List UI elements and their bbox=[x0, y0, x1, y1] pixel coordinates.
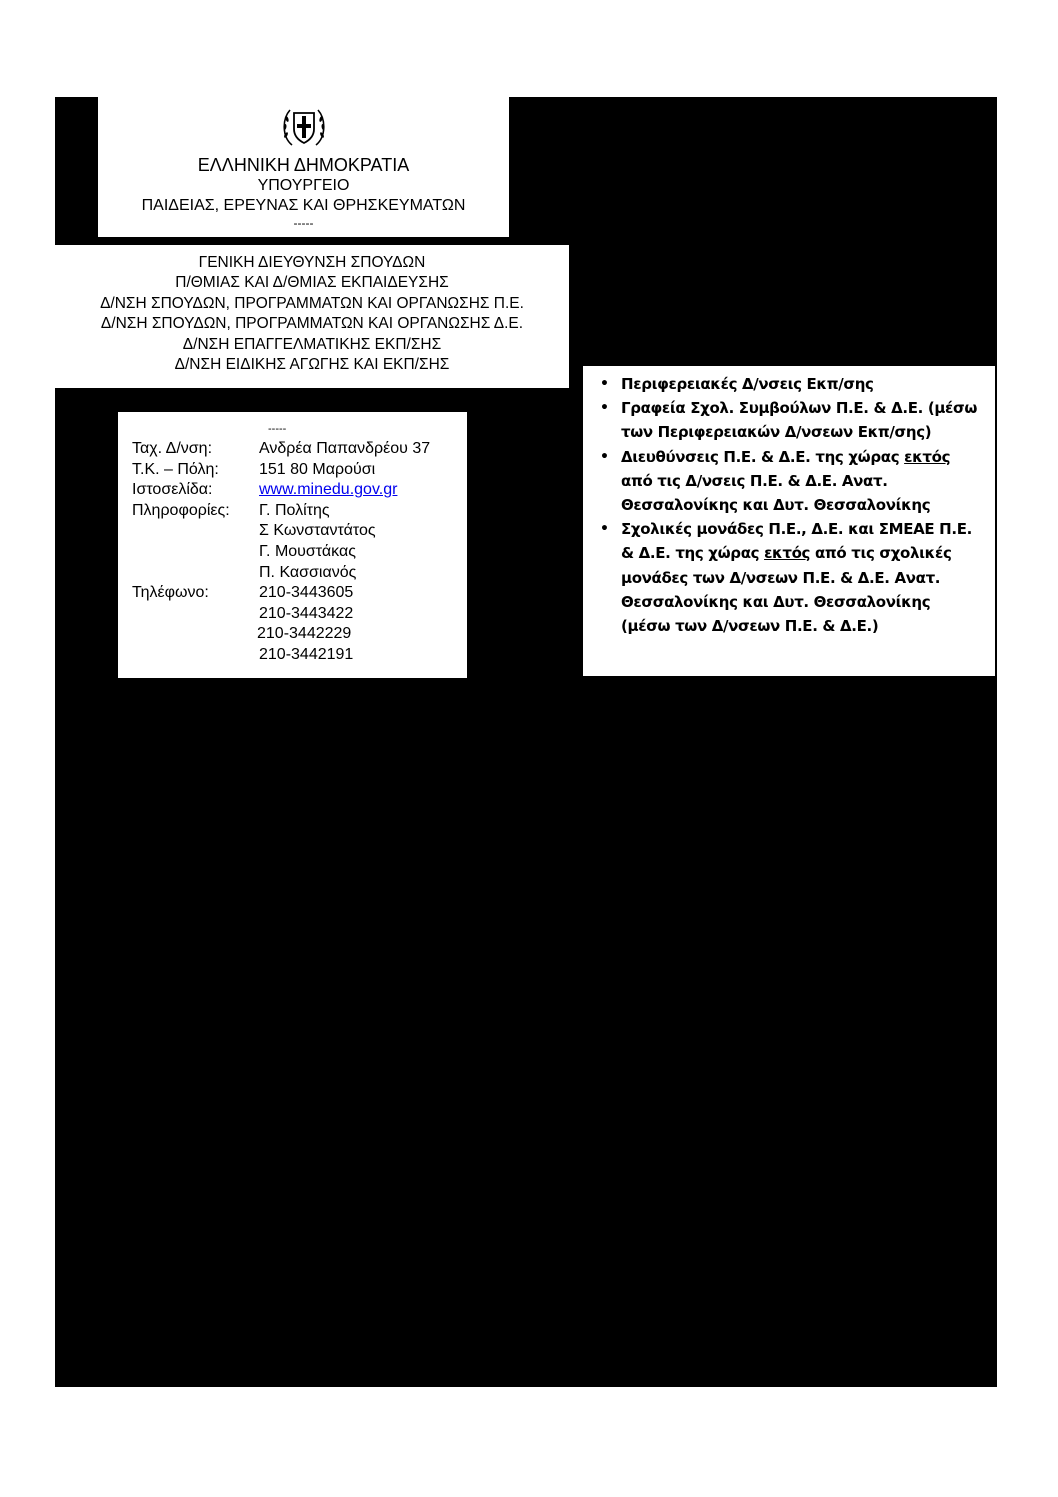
phone-label: Τηλέφωνο: bbox=[132, 584, 209, 602]
info-row bbox=[132, 542, 467, 563]
recipient-item bbox=[597, 445, 983, 518]
recipient-text-tail: από τις Δ/νσεις Π.Ε. & Δ.Ε. Ανατ. Θεσσαλονίκης και Δυτ. Θεσσαλονίκης bbox=[621, 471, 931, 515]
info-person: Γ. Πολίτης bbox=[259, 501, 330, 519]
letterhead-panel bbox=[98, 97, 509, 237]
website-label: Ιστοσελίδα: bbox=[132, 481, 213, 499]
info-person: Σ Κωνσταντάτος bbox=[259, 522, 376, 540]
header-separator: ----- bbox=[293, 216, 314, 230]
bullet-icon: • bbox=[600, 521, 609, 538]
recipient-text: Γραφεία Σχολ. Συμβούλων Π.Ε. & Δ.Ε. (μέσω των Περιφερειακών Δ/νσεων Εκπ/σης) bbox=[621, 399, 978, 442]
phone-number: 210-3442191 bbox=[259, 645, 354, 663]
info-person: Π. Κασσιανός bbox=[259, 563, 357, 581]
directorate-line: Δ/ΝΣΗ ΣΠΟΥΔΩΝ, ΠΡΟΓΡΑΜΜΑΤΩΝ ΚΑΙ ΟΡΓΑΝΩΣΗΣ Δ.Ε. bbox=[100, 315, 524, 333]
phone-number: 210-3443605 bbox=[259, 584, 354, 602]
recipient-emphasis: εκτός bbox=[764, 544, 811, 563]
phone-number: 210-3443422 bbox=[259, 604, 354, 622]
directorate-line: Δ/ΝΣΗ ΣΠΟΥΔΩΝ, ΠΡΟΓΡΑΜΜΑΤΩΝ ΚΑΙ ΟΡΓΑΝΩΣΗΣ Π.Ε. bbox=[100, 294, 524, 312]
website-row bbox=[132, 480, 467, 501]
postal-label: Τ.Κ. – Πόλη: bbox=[132, 460, 219, 478]
postal-value: 151 80 Μαρούσι bbox=[259, 460, 376, 478]
info-row bbox=[132, 521, 467, 542]
bullet-icon: • bbox=[600, 400, 609, 417]
info-label: Πληροφορίες: bbox=[132, 501, 230, 519]
phone-row bbox=[132, 645, 467, 666]
directorate-line: ΓΕΝΙΚΗ ΔΙΕΥΘΥΝΣΗ ΣΠΟΥΔΩΝ bbox=[198, 254, 426, 271]
bullet-icon: • bbox=[600, 448, 609, 465]
info-row bbox=[132, 501, 467, 522]
info-row bbox=[132, 563, 467, 584]
contact-separator: ----- bbox=[268, 423, 287, 435]
recipients-panel bbox=[583, 366, 995, 676]
info-person: Γ. Μουστάκας bbox=[259, 542, 356, 560]
phone-row bbox=[132, 604, 467, 625]
recipient-item bbox=[597, 372, 983, 396]
recipients-list bbox=[597, 372, 983, 638]
address-value: Ανδρέα Παπανδρέου 37 bbox=[259, 440, 431, 457]
postal-row bbox=[132, 460, 467, 481]
recipient-item bbox=[597, 517, 983, 638]
phone-row bbox=[132, 624, 467, 645]
contact-details-panel bbox=[118, 412, 467, 678]
ministry-line-1: ΥΠΟΥΡΓΕΙΟ bbox=[257, 177, 350, 194]
ministry-line-2: ΠΑΙΔΕΙΑΣ, ΕΡΕΥΝΑΣ ΚΑΙ ΘΡΗΣΚΕΥΜΑΤΩΝ bbox=[141, 197, 466, 214]
recipient-text: Διευθύνσεις Π.Ε. & Δ.Ε. της χώρας bbox=[621, 447, 905, 466]
bullet-icon: • bbox=[600, 376, 609, 392]
recipient-text: Σχολικές μονάδες Π.Ε., Δ.Ε. και ΣΜΕΑΕ Π.Ε. & Δ.Ε. της χώρας bbox=[621, 520, 972, 563]
recipient-text: Περιφερειακές Δ/νσεις Εκπ/σης bbox=[621, 375, 874, 393]
phone-number: 210-3442229 bbox=[257, 625, 352, 643]
directorate-line: Δ/ΝΣΗ ΕΠΑΓΓΕΛΜΑΤΙΚΗΣ ΕΚΠ/ΣΗΣ bbox=[182, 335, 442, 353]
greek-coat-of-arms-icon bbox=[278, 101, 330, 153]
address-row bbox=[132, 439, 467, 460]
address-label: Ταχ. Δ/νση: bbox=[132, 440, 213, 457]
recipient-text-tail: από τις σχολικές μονάδες των Δ/νσεων Π.Ε. & Δ.Ε. Ανατ. Θεσσαλονίκης και Δυτ. Θεσσαλονίκης (μέσω των Δ/νσεων Π.Ε. & Δ.Ε.) bbox=[621, 544, 952, 636]
directorate-line: Δ/ΝΣΗ ΕΙΔΙΚΗΣ ΑΓΩΓΗΣ ΚΑΙ ΕΚΠ/ΣΗΣ bbox=[174, 356, 450, 374]
recipient-item bbox=[597, 396, 983, 444]
phone-row bbox=[132, 583, 467, 604]
website-link[interactable]: www.minedu.gov.gr bbox=[259, 481, 398, 499]
republic-title: ΕΛΛΗΝΙΚΗ ΔΗΜΟΚΡΑΤΙΑ bbox=[197, 155, 410, 175]
directorate-line: Π/ΘΜΙΑΣ ΚΑΙ Δ/ΘΜΙΑΣ ΕΚΠΑΙΔΕΥΣΗΣ bbox=[175, 274, 449, 292]
directorates-panel bbox=[55, 245, 569, 388]
recipient-emphasis: εκτός bbox=[904, 447, 951, 466]
